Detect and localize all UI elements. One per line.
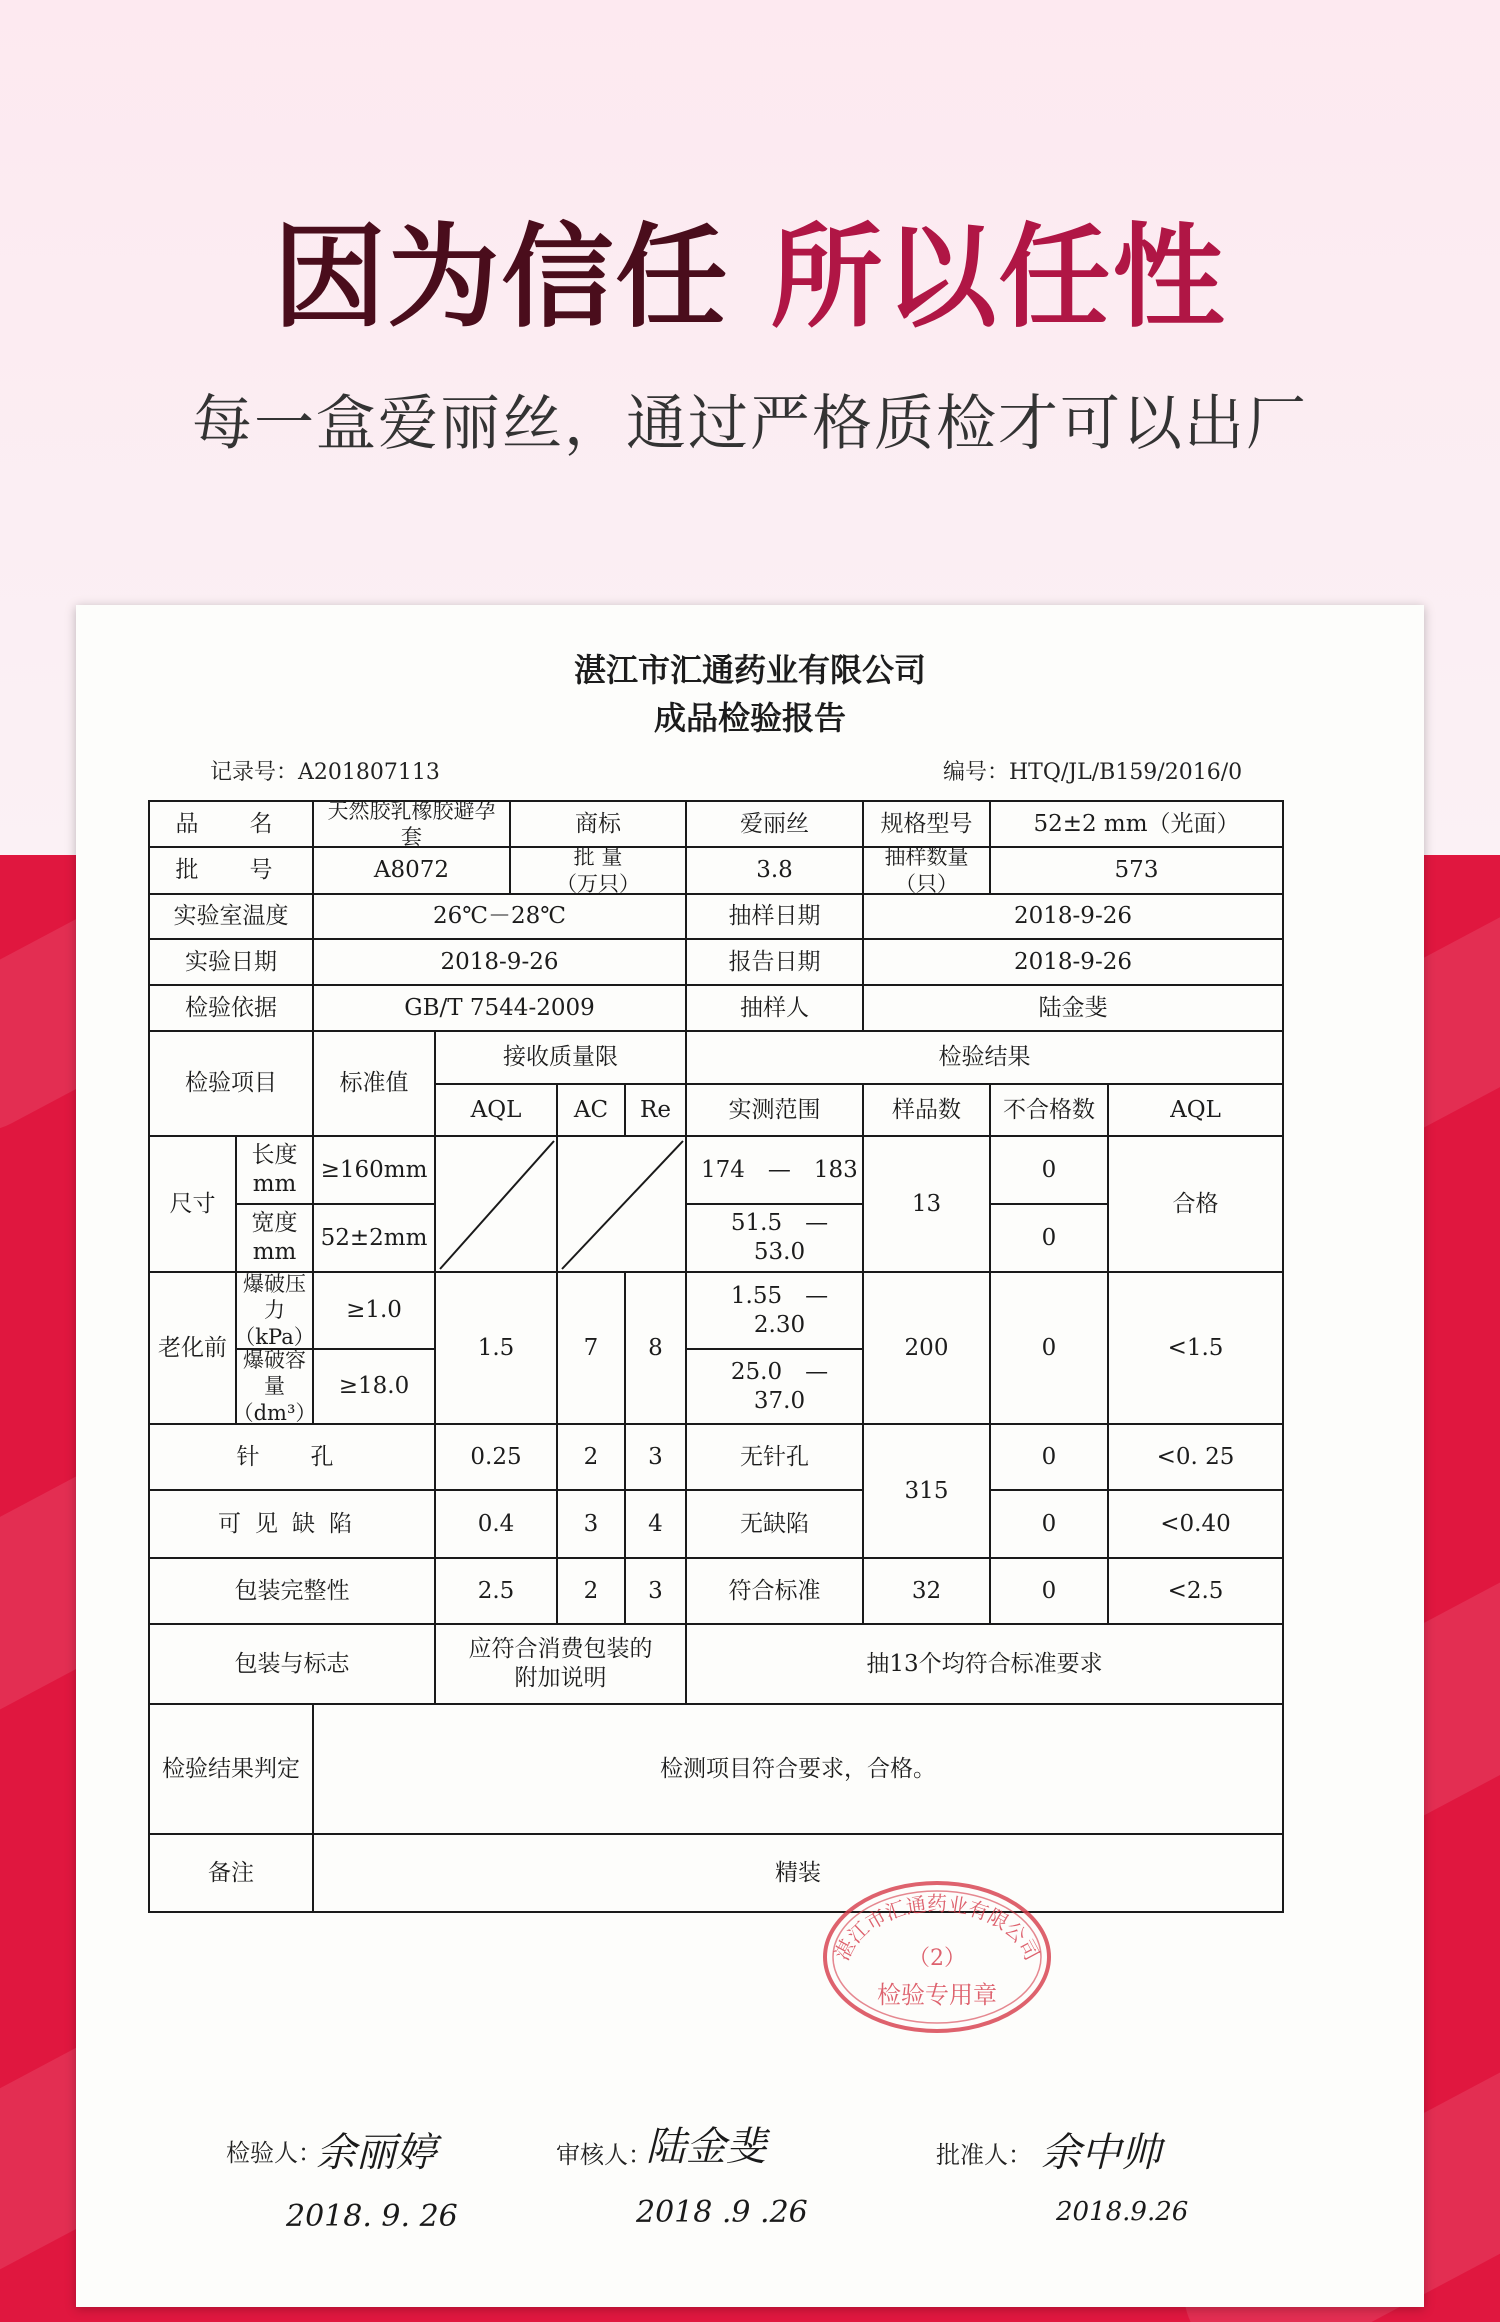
pack-integrity-nonconforming: 0: [989, 1557, 1109, 1625]
conclusion: 检测项目符合要求，合格。: [312, 1703, 1284, 1835]
header-samples: 样品数: [862, 1083, 991, 1137]
burst-pressure-label: 爆破压力 （kPa）: [234, 1272, 315, 1349]
aging-group-label: 老化前: [148, 1271, 237, 1425]
approver-date: 2018.9.26: [1056, 2197, 1189, 2227]
header-item: 检验项目: [148, 1030, 314, 1137]
defect-nonconforming: 0: [989, 1489, 1109, 1559]
burst-pressure-standard: ≥1.0: [312, 1271, 436, 1350]
hero-title-part1: 因为信任: [273, 213, 730, 343]
pack-integrity-ac: 2: [556, 1557, 626, 1625]
inspector-date: 2018. 9. 26: [286, 2199, 458, 2234]
hero-title-part2: 所以任性: [770, 213, 1227, 343]
burst-volume-range: 25.0 — 37.0: [685, 1348, 864, 1425]
burst-volume-standard: ≥18.0: [312, 1348, 436, 1425]
hero-subtitle: 每一盒爱丽丝，通过严格质检才可以出厂: [192, 389, 1308, 459]
spec-label: 规格型号: [862, 800, 991, 848]
diagonal-slash-icon: [558, 1137, 685, 1271]
defect-result: <0.40: [1107, 1489, 1284, 1559]
size-result: 合格: [1107, 1135, 1284, 1273]
remark-label: 备注: [148, 1833, 314, 1913]
company-name: 湛江市汇通药业有限公司: [573, 651, 926, 689]
pinhole-re: 3: [624, 1423, 687, 1491]
approver-label: 批准人：: [936, 2141, 1032, 2169]
seal-stamp-icon: [818, 1875, 1056, 2035]
pinhole-range: 无针孔: [685, 1423, 864, 1491]
spec: 52±2 mm（光面）: [989, 800, 1284, 848]
batch-qty: 3.8: [685, 846, 864, 895]
size-group-label: 尺寸: [148, 1135, 237, 1273]
diagonal-slash-icon: [436, 1137, 556, 1271]
sampling-date: 2018-9-26: [862, 893, 1284, 940]
pinhole-ac: 2: [556, 1423, 626, 1491]
header-acceptance: 接收质量限: [434, 1030, 687, 1085]
width-label: 宽度mm: [235, 1203, 314, 1273]
width-range: 51.5 — 53.0: [685, 1203, 864, 1273]
burst-volume-label: 爆破容量 （dm³）: [232, 1348, 317, 1425]
batch-label: 批 号: [148, 846, 314, 895]
defect-range: 无缺陷: [685, 1489, 864, 1559]
header-standard: 标准值: [312, 1030, 436, 1137]
aging-ac: 7: [556, 1271, 626, 1425]
length-standard: ≥160mm: [312, 1135, 436, 1205]
sample-qty: 573: [989, 846, 1284, 895]
brand: 爱丽丝: [685, 800, 864, 848]
defect-aql: 0.4: [434, 1489, 558, 1559]
size-ac-re-na: [556, 1135, 687, 1273]
hero-title: [0, 208, 1500, 348]
batch: A8072: [312, 846, 511, 895]
header-results: 检验结果: [685, 1030, 1284, 1085]
lab-temp-label: 实验室温度: [148, 893, 314, 940]
pinhole-result: <0. 25: [1107, 1423, 1284, 1491]
defect-ac: 3: [556, 1489, 626, 1559]
lab-temp: 26℃－28℃: [312, 893, 687, 940]
defect-label: 可见缺陷: [148, 1489, 436, 1559]
basis: GB/T 7544-2009: [312, 984, 687, 1032]
aging-samples: 200: [862, 1271, 991, 1425]
sampling-date-label: 抽样日期: [685, 893, 864, 940]
width-standard: 52±2mm: [312, 1203, 436, 1273]
brand-label: 商标: [509, 800, 687, 848]
header-nonconforming: 不合格数: [989, 1083, 1109, 1137]
seal-number: （2）: [908, 1946, 966, 1971]
product-name-label: 品 名: [148, 800, 314, 848]
remark: 精装: [312, 1833, 1284, 1913]
seal-bottom-text: 检验专用章: [877, 1981, 997, 2009]
pinhole-aql: 0.25: [434, 1423, 558, 1491]
aging-nonconforming: 0: [989, 1271, 1109, 1425]
test-date-label: 实验日期: [148, 938, 314, 986]
approver-signature: 余中帅: [1041, 2130, 1161, 2176]
inspector-signature: 余丽婷: [316, 2130, 436, 2176]
burst-pressure-range: 1.55 — 2.30: [685, 1271, 864, 1350]
defect-re: 4: [624, 1489, 687, 1559]
width-nonconforming: 0: [989, 1203, 1109, 1273]
pinhole-label: 针 孔: [148, 1423, 436, 1491]
header-re: Re: [624, 1083, 687, 1137]
pack-integrity-range: 符合标准: [685, 1557, 864, 1625]
pack-mark-requirement: 应符合消费包装的 附加说明: [434, 1623, 687, 1705]
test-date: 2018-9-26: [312, 938, 687, 986]
conclusion-label: 检验结果判定: [148, 1703, 314, 1835]
length-label: 长度mm: [235, 1135, 314, 1205]
record-number: 记录号：A201807113: [210, 760, 440, 785]
sampler-label: 抽样人: [685, 984, 864, 1032]
pack-mark-result: 抽13个均符合标准要求: [685, 1623, 1284, 1705]
report-title: 成品检验报告: [653, 699, 846, 737]
pack-mark-label: 包装与标志: [148, 1623, 436, 1705]
aging-result: <1.5: [1107, 1271, 1284, 1425]
pack-integrity-aql: 2.5: [434, 1557, 558, 1625]
basis-label: 检验依据: [148, 984, 314, 1032]
sampler: 陆金斐: [862, 984, 1284, 1032]
inspection-seal: [818, 1875, 1056, 2035]
pack-integrity-re: 3: [624, 1557, 687, 1625]
inspector-label: 检验人：: [226, 2139, 322, 2167]
header-ac: AC: [556, 1083, 626, 1137]
size-aql-na: [434, 1135, 558, 1273]
aging-aql: 1.5: [434, 1271, 558, 1425]
product-name: 天然胶乳橡胶避孕套: [312, 800, 511, 848]
reviewer-signature: 陆金斐: [646, 2124, 766, 2170]
document-number: 编号：HTQ/JL/B159/2016/0: [943, 760, 1243, 785]
reviewer-date: 2018 .9 .26: [636, 2195, 808, 2230]
header-aql: AQL: [434, 1083, 558, 1137]
pack-integrity-label: 包装完整性: [148, 1557, 436, 1625]
seal-top-text: 湛江市汇通药业有限公司: [829, 1891, 1045, 1965]
header-range: 实测范围: [685, 1083, 864, 1137]
report-date: 2018-9-26: [862, 938, 1284, 986]
pinhole-defect-samples: 315: [862, 1423, 991, 1559]
size-samples: 13: [862, 1135, 991, 1273]
batch-qty-label: 批 量 （万只）: [509, 846, 687, 895]
length-range: 174 — 183: [685, 1135, 864, 1205]
reviewer-label: 审核人：: [556, 2141, 652, 2169]
pack-integrity-result: <2.5: [1107, 1557, 1284, 1625]
pack-integrity-samples: 32: [862, 1557, 991, 1625]
length-nonconforming: 0: [989, 1135, 1109, 1205]
sample-qty-label: 抽样数量 （只）: [862, 846, 991, 895]
pinhole-nonconforming: 0: [989, 1423, 1109, 1491]
report-date-label: 报告日期: [685, 938, 864, 986]
aging-re: 8: [624, 1271, 687, 1425]
header-aql-result: AQL: [1107, 1083, 1284, 1137]
inspection-report: [76, 605, 1424, 2307]
